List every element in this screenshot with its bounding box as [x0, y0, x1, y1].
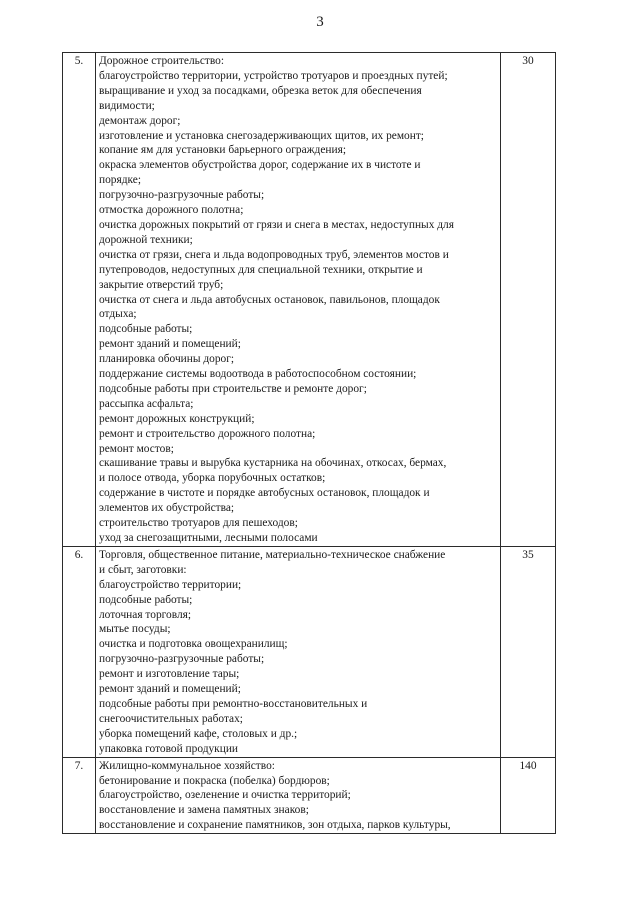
description-line: упаковка готовой продукции — [99, 742, 239, 755]
row-description — [96, 53, 501, 547]
description-line: Торговля, общественное питание, материально-техническое снабжение — [99, 548, 446, 561]
row-description — [96, 546, 501, 757]
description-line: демонтаж дорог; — [99, 114, 181, 127]
description-line: отдыха; — [99, 308, 137, 321]
description-line: и сбыт, заготовки: — [99, 563, 187, 576]
description-line: очистка дорожных покрытий от грязи и снега в местах, недоступных для — [99, 218, 454, 231]
description-line: снегоочистительных работах; — [99, 712, 243, 725]
description-line: закрытие отверстий труб; — [99, 278, 224, 291]
work-types-table — [62, 52, 556, 834]
table-body — [63, 53, 556, 834]
description-line: строительство тротуаров для пешеходов; — [99, 517, 298, 530]
description-line: видимости; — [99, 99, 155, 112]
description-line: изготовление и установка снегозадерживающих щитов, их ремонт; — [99, 129, 424, 142]
row-number: 6. — [63, 546, 96, 757]
description-line: лоточная торговля; — [99, 608, 192, 621]
description-line: Жилищно-коммунальное хозяйство: — [99, 759, 275, 772]
description-line: копание ям для установки барьерного ограждения; — [99, 144, 346, 157]
description-line: очистка от грязи, снега и льда водопроводных труб, элементов мостов и — [99, 248, 449, 261]
row-value: 35 — [501, 546, 556, 757]
description-line: ремонт и строительство дорожного полотна; — [99, 427, 316, 440]
description-line: очистка и подготовка овощехранилищ; — [99, 638, 288, 651]
description-line: окраска элементов обустройства дорог, содержание их в чистоте и — [99, 159, 421, 172]
description-line: скашивание травы и вырубка кустарника на обочинах, откосах, бермах, — [99, 457, 447, 470]
page-number: 3 — [316, 14, 324, 30]
row-number: 7. — [63, 757, 96, 834]
description-line: ремонт зданий и помещений; — [99, 683, 241, 696]
row-value: 30 — [501, 53, 556, 547]
description-line: элементов их обустройства; — [99, 502, 235, 515]
description-line: уборка помещений кафе, столовых и др.; — [99, 727, 298, 740]
description-line: Дорожное строительство: — [99, 55, 225, 67]
row-value: 140 — [501, 757, 556, 834]
description-line: бетонирование и покраска (побелка) бордюров; — [99, 774, 330, 787]
table-row — [63, 546, 556, 757]
description-line: дорожной техники; — [99, 233, 193, 246]
description-line: поддержание системы водоотвода в работоспособном состоянии; — [99, 368, 417, 381]
description-line: погрузочно-разгрузочные работы; — [99, 189, 265, 202]
description-line: подсобные работы при ремонтно-восстановительных и — [99, 697, 368, 710]
description-line: мытье посуды; — [99, 623, 171, 636]
description-line: порядке; — [99, 174, 141, 187]
row-number: 5. — [63, 53, 96, 547]
description-line: восстановление и замена памятных знаков; — [99, 804, 309, 817]
description-line: планировка обочины дорог; — [99, 353, 235, 366]
description-line: рассыпка асфальта; — [99, 397, 194, 410]
table-row — [63, 757, 556, 834]
description-line: погрузочно-разгрузочные работы; — [99, 653, 265, 666]
description-line: отмостка дорожного полотна; — [99, 204, 244, 217]
description-line: ремонт и изготовление тары; — [99, 668, 240, 681]
description-line: восстановление и сохранение памятников, зон отдыха, парков культуры, — [99, 819, 451, 832]
description-line: выращивание и уход за посадками, обрезка веток для обеспечения — [99, 84, 422, 97]
description-line: очистка от снега и льда автобусных остановок, павильонов, площадок — [99, 293, 440, 306]
description-line: подсобные работы; — [99, 593, 193, 606]
description-line: путепроводов, недоступных для специальной техники, открытие и — [99, 263, 423, 276]
description-line: уход за снегозащитными, лесными полосами — [99, 532, 318, 544]
description-line: содержание в чистоте и порядке автобусных остановок, площадок и — [99, 487, 430, 500]
description-line: благоустройство, озеленение и очистка территорий; — [99, 789, 351, 802]
description-line: благоустройство территории; — [99, 578, 242, 591]
description-line: ремонт зданий и помещений; — [99, 338, 241, 351]
description-line: и полосе отвода, уборка порубочных остатков; — [99, 472, 326, 485]
row-description — [96, 757, 501, 834]
description-line: благоустройство территории, устройство тротуаров и проездных путей; — [99, 69, 448, 82]
description-line: ремонт мостов; — [99, 442, 174, 455]
description-line: ремонт дорожных конструкций; — [99, 412, 255, 425]
description-line: подсобные работы при строительстве и ремонте дорог; — [99, 382, 367, 395]
table-row — [63, 53, 556, 547]
description-line: подсобные работы; — [99, 323, 193, 336]
